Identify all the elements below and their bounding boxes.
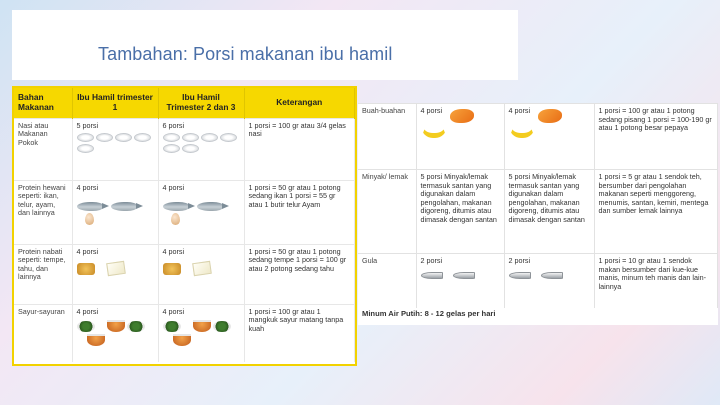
tempe-icon bbox=[77, 263, 95, 275]
row-note: 1 porsi = 100 gr atau 1 potong sedang pisang 1 porsi = 100-190 gr atau 1 potong besar pepaya bbox=[594, 104, 718, 170]
row-trimester-2-3 bbox=[504, 104, 594, 170]
egg-icon bbox=[171, 213, 180, 225]
row-trimester-1-text: 4 porsi bbox=[420, 106, 443, 115]
row-food: Minyak/ lemak bbox=[358, 170, 416, 254]
table-row bbox=[14, 118, 355, 180]
row-trimester-1-text: 4 porsi bbox=[76, 306, 99, 316]
row-trimester-2-3 bbox=[158, 244, 244, 304]
table-row bbox=[14, 304, 355, 362]
tofu-tempe-icons bbox=[77, 262, 154, 275]
plate-icons bbox=[163, 133, 240, 153]
vegetable-icon bbox=[213, 321, 231, 332]
fish-icon bbox=[197, 202, 223, 211]
row-food: Nasi atau Makanan Pokok bbox=[14, 118, 72, 180]
row-trimester-2-3-text: 2 porsi bbox=[508, 256, 531, 265]
header-trimester-1: Ibu Hamil trimester 1 bbox=[72, 88, 158, 118]
plate-icon bbox=[77, 144, 94, 153]
egg-icon bbox=[85, 213, 94, 225]
row-trimester-2-3-text: 4 porsi bbox=[162, 182, 185, 192]
fish-icon bbox=[111, 202, 137, 211]
plate-icon bbox=[77, 133, 94, 142]
left-table-header bbox=[14, 88, 355, 118]
vegetable-icons bbox=[77, 320, 154, 346]
row-trimester-2-3 bbox=[158, 118, 244, 180]
fish-icon bbox=[163, 202, 189, 211]
table-row bbox=[14, 244, 355, 304]
row-trimester-2-3 bbox=[158, 304, 244, 362]
bowl-icon bbox=[107, 320, 125, 332]
bowl-icon bbox=[87, 334, 105, 346]
header-trimester-2-3: Ibu Hamil Trimester 2 dan 3 bbox=[158, 88, 244, 118]
table-row bbox=[358, 170, 718, 254]
row-trimester-1-text: 5 porsi bbox=[76, 120, 99, 130]
row-note: 1 porsi = 100 gr atau 3/4 gelas nasi bbox=[244, 118, 355, 180]
spoon-icons bbox=[509, 272, 590, 279]
spoon-icons bbox=[421, 272, 500, 279]
spoon-icon bbox=[453, 272, 475, 279]
row-trimester-1 bbox=[72, 118, 158, 180]
row-trimester-1-text: 4 porsi bbox=[76, 246, 99, 256]
banana-icons bbox=[421, 126, 500, 138]
table-row bbox=[358, 254, 718, 308]
row-trimester-2-3 bbox=[158, 180, 244, 244]
row-trimester-1 bbox=[72, 304, 158, 362]
plate-icon bbox=[134, 133, 151, 142]
bowl-icon bbox=[173, 334, 191, 346]
plate-icon bbox=[163, 144, 180, 153]
vegetable-icon bbox=[163, 321, 181, 332]
plate-icon bbox=[182, 133, 199, 142]
row-trimester-1 bbox=[72, 244, 158, 304]
plate-icon bbox=[115, 133, 132, 142]
row-trimester-1 bbox=[416, 254, 504, 308]
row-trimester-2-3-text: 4 porsi bbox=[162, 246, 185, 256]
tempe-icon bbox=[163, 263, 181, 275]
fish-egg-icons bbox=[77, 202, 154, 225]
title-card bbox=[12, 10, 518, 80]
table-row bbox=[358, 104, 718, 170]
papaya-icon bbox=[450, 109, 474, 123]
row-note: 1 porsi = 100 gr atau 1 mangkuk sayur matang tanpa kuah bbox=[244, 304, 355, 362]
right-portion-table bbox=[358, 103, 718, 325]
tofu-icon bbox=[192, 261, 212, 276]
plate-icon bbox=[220, 133, 237, 142]
row-trimester-1 bbox=[416, 104, 504, 170]
row-note: 1 porsi = 5 gr atau 1 sendok teh, bersumber dari pengolahan makanan seperti menggoreng, menumis, santan, kemiri, mentega dan sumber lemak lainnya bbox=[594, 170, 718, 254]
row-food: Protein nabati seperti: tempe, tahu, dan lainnya bbox=[14, 244, 72, 304]
row-trimester-1-text: 4 porsi bbox=[76, 182, 99, 192]
vegetable-icon bbox=[127, 321, 145, 332]
row-food: Protein hewani seperti: ikan, telur, ayam, dan lainnya bbox=[14, 180, 72, 244]
row-trimester-2-3-text: 4 porsi bbox=[162, 306, 185, 316]
header-note: Keterangan bbox=[244, 88, 355, 118]
row-trimester-1-text: 2 porsi bbox=[420, 256, 443, 265]
banana-icon bbox=[509, 126, 535, 138]
tofu-tempe-icons bbox=[163, 262, 240, 275]
vegetable-icons bbox=[163, 320, 240, 346]
row-note: 1 porsi = 50 gr atau 1 potong sedang ikan 1 porsi = 55 gr atau 1 butir telur Ayam bbox=[244, 180, 355, 244]
vegetable-icon bbox=[77, 321, 95, 332]
banana-icons bbox=[509, 126, 590, 138]
row-trimester-1 bbox=[72, 180, 158, 244]
water-footnote: Minum Air Putih: 8 - 12 gelas per hari bbox=[362, 309, 496, 318]
fish-egg-icons bbox=[163, 202, 240, 225]
row-food: Sayur-sayuran bbox=[14, 304, 72, 362]
left-table bbox=[14, 88, 355, 362]
plate-icon bbox=[182, 144, 199, 153]
row-trimester-2-3-text: 4 porsi bbox=[508, 106, 531, 115]
banana-icon bbox=[421, 126, 447, 138]
header-food: Bahan Makanan bbox=[14, 88, 72, 118]
fish-icon bbox=[77, 202, 103, 211]
row-trimester-2-3: 5 porsi Minyak/lemak termasuk santan yang digunakan dalam pengolahan, makanan digoreng, ditumis atau dimasak dengan santan bbox=[504, 170, 594, 254]
row-trimester-1: 5 porsi Minyak/lemak termasuk santan yang digunakan dalam pengolahan, makanan digoreng, ditumis atau dimasak dengan santan bbox=[416, 170, 504, 254]
papaya-icon bbox=[538, 109, 562, 123]
table-row bbox=[14, 180, 355, 244]
left-portion-table bbox=[12, 86, 357, 366]
plate-icons bbox=[77, 133, 154, 153]
spoon-icon bbox=[509, 272, 531, 279]
right-table bbox=[358, 103, 718, 308]
row-trimester-2-3 bbox=[504, 254, 594, 308]
bowl-icon bbox=[193, 320, 211, 332]
tofu-icon bbox=[106, 261, 126, 276]
row-food: Gula bbox=[358, 254, 416, 308]
row-trimester-2-3-text: 6 porsi bbox=[162, 120, 185, 130]
row-note: 1 porsi = 10 gr atau 1 sendok makan bersumber dari kue-kue manis, minum teh manis dan lain-lainnya bbox=[594, 254, 718, 308]
plate-icon bbox=[96, 133, 113, 142]
row-food: Buah-buahan bbox=[358, 104, 416, 170]
plate-icon bbox=[163, 133, 180, 142]
slide-title: Tambahan: Porsi makanan ibu hamil bbox=[98, 44, 393, 64]
row-note: 1 porsi = 50 gr atau 1 potong sedang tempe 1 porsi = 100 gr atau 2 potong sedang tahu bbox=[244, 244, 355, 304]
plate-icon bbox=[201, 133, 218, 142]
spoon-icon bbox=[421, 272, 443, 279]
spoon-icon bbox=[541, 272, 563, 279]
